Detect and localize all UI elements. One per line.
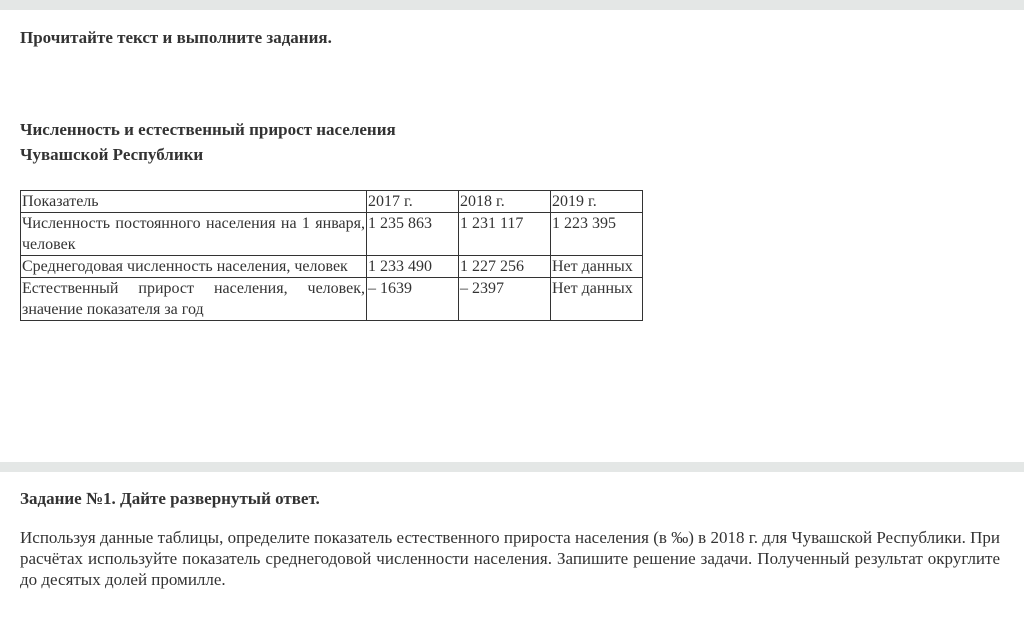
- cell-value: Нет данных: [551, 256, 643, 278]
- table-title-line-1: Численность и естественный прирост населения: [20, 120, 396, 139]
- cell-value: 1 227 256: [459, 256, 551, 278]
- header-2017: 2017 г.: [367, 191, 459, 213]
- cell-value: 1 231 117: [459, 213, 551, 256]
- task-text: Используя данные таблицы, определите показатель естественного прироста населения (в ‰) в 2018 г. для Чувашской Республики. При расчётах используйте показатель среднегодовой численности населения. Запишите решение задачи. Полученный результат округлите до десятых долей промилле.: [20, 528, 1000, 589]
- table-title: [20, 117, 396, 167]
- cell-value: – 2397: [459, 278, 551, 321]
- cell-value: – 1639: [367, 278, 459, 321]
- instruction-text: Прочитайте текст и выполните задания.: [20, 28, 332, 47]
- row-indicator: Численность постоянного населения на 1 января, человек: [21, 213, 367, 256]
- table-row: [21, 213, 643, 256]
- section-divider: [0, 462, 1024, 472]
- header-2019: 2019 г.: [551, 191, 643, 213]
- row-indicator: Естественный прирост населения, человек, значение показателя за год: [21, 278, 367, 321]
- table-title-line-2: Чувашской Республики: [20, 145, 204, 164]
- table-row: [21, 278, 643, 321]
- task-title: Задание №1. Дайте развернутый ответ.: [20, 489, 320, 508]
- table-header-row: [21, 191, 643, 213]
- population-table: [20, 190, 643, 321]
- cell-value: Нет данных: [551, 278, 643, 321]
- top-divider: [0, 0, 1024, 10]
- table-row: [21, 256, 643, 278]
- header-indicator: Показатель: [21, 191, 367, 213]
- cell-value: 1 235 863: [367, 213, 459, 256]
- header-2018: 2018 г.: [459, 191, 551, 213]
- cell-value: 1 233 490: [367, 256, 459, 278]
- cell-value: 1 223 395: [551, 213, 643, 256]
- row-indicator: Среднегодовая численность населения, человек: [21, 256, 367, 278]
